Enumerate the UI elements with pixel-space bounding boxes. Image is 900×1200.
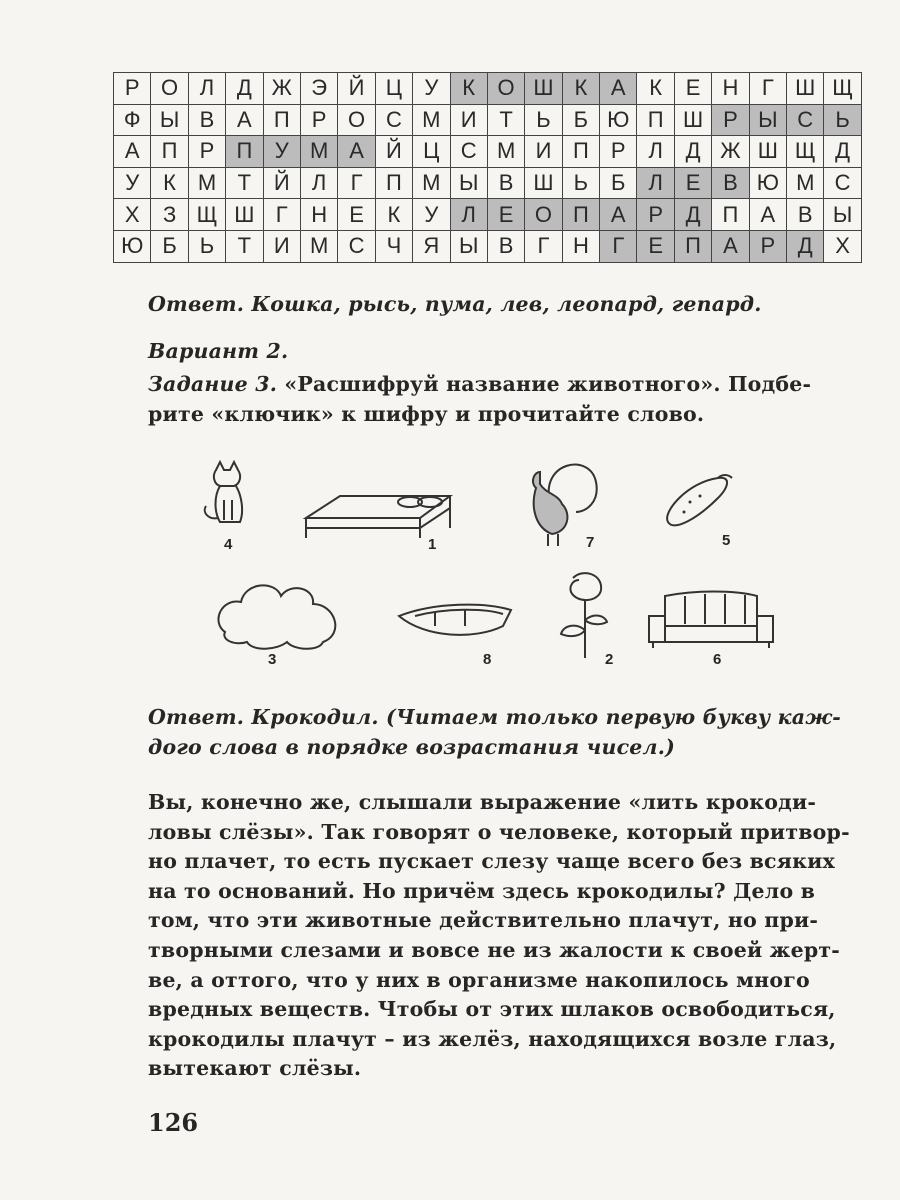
grid-cell: Ф xyxy=(114,104,151,136)
boat-icon xyxy=(395,600,515,645)
grid-row xyxy=(114,104,862,136)
grid-cell: У xyxy=(413,199,450,231)
task-title: «Расшифруй название животного». Подбе- xyxy=(277,372,812,396)
grid-cell: Д xyxy=(674,199,711,231)
cloud-icon xyxy=(215,582,350,650)
picture-number: 8 xyxy=(483,651,492,668)
grid-cell: Р xyxy=(749,230,786,262)
grid-cell: Г xyxy=(263,199,300,231)
grid-cell: А xyxy=(749,199,786,231)
grid-cell: П xyxy=(712,199,749,231)
answer-2-line-1: Ответ. Крокодил. (Читаем только первую букву каж- xyxy=(148,705,841,729)
grid-cell: П xyxy=(562,199,599,231)
grid-cell: Д xyxy=(226,73,263,105)
grid-cell: Щ xyxy=(824,73,861,105)
grid-row xyxy=(114,73,862,105)
grid-cell: К xyxy=(151,167,188,199)
grid-cell: Я xyxy=(413,230,450,262)
paragraph-line: том, что эти животные действительно плачут, но при- xyxy=(148,908,819,933)
paragraph-line: ловы слёзы». Так говорят о человеке, который притвор- xyxy=(148,819,850,844)
grid-cell: Ы xyxy=(450,167,487,199)
picture-number: 2 xyxy=(605,651,614,668)
grid-cell: Й xyxy=(263,167,300,199)
paragraph-line: вытекают слёзы. xyxy=(148,1056,362,1081)
grid-cell: Ы xyxy=(749,104,786,136)
task-line-1 xyxy=(148,372,811,396)
grid-cell: Е xyxy=(674,167,711,199)
grid-cell: Ы xyxy=(824,199,861,231)
grid-cell: Л xyxy=(637,136,674,168)
page-number: 126 xyxy=(148,1108,199,1137)
grid-cell: С xyxy=(824,167,861,199)
picture-number: 5 xyxy=(722,532,731,549)
grid-cell: З xyxy=(151,199,188,231)
grid-cell: П xyxy=(637,104,674,136)
grid-cell: Й xyxy=(338,73,375,105)
grid-cell: Л xyxy=(637,167,674,199)
grid-cell: С xyxy=(375,104,412,136)
grid-row xyxy=(114,136,862,168)
grid-cell: Ь xyxy=(188,230,225,262)
grid-cell: Н xyxy=(712,73,749,105)
paragraph-line: творными слезами и вовсе не из жалости к своей жерт- xyxy=(148,938,840,962)
grid-cell: А xyxy=(600,73,637,105)
grid-cell: И xyxy=(525,136,562,168)
paragraph-line: крокодилы плачут – из желёз, находящихся возле глаз, xyxy=(148,1026,837,1051)
grid-cell: Е xyxy=(487,199,524,231)
grid-cell: Ю xyxy=(114,230,151,262)
grid-cell: Ы xyxy=(151,104,188,136)
grid-cell: Г xyxy=(600,230,637,262)
grid-cell: Щ xyxy=(188,199,225,231)
picture-number: 7 xyxy=(586,534,595,551)
grid-cell: И xyxy=(263,230,300,262)
grid-cell: Л xyxy=(300,167,337,199)
grid-cell: П xyxy=(674,230,711,262)
grid-cell: К xyxy=(562,73,599,105)
grid-cell: П xyxy=(375,167,412,199)
grid-cell: Ж xyxy=(712,136,749,168)
grid-cell: М xyxy=(487,136,524,168)
grid-cell: М xyxy=(300,230,337,262)
grid-cell: Д xyxy=(674,136,711,168)
grid-cell: К xyxy=(637,73,674,105)
grid-cell: Л xyxy=(450,199,487,231)
grid-cell: Ч xyxy=(375,230,412,262)
grid-cell: О xyxy=(487,73,524,105)
grid-cell: А xyxy=(600,199,637,231)
variant-heading: Вариант 2. xyxy=(148,339,289,363)
grid-cell: Ц xyxy=(413,136,450,168)
grid-cell: Р xyxy=(712,104,749,136)
grid-cell: Р xyxy=(114,73,151,105)
grid-cell: Р xyxy=(300,104,337,136)
grid-cell: Д xyxy=(787,230,824,262)
grid-cell: О xyxy=(525,199,562,231)
grid-cell: Ц xyxy=(375,73,412,105)
answer-2-line-2: дого слова в порядке возрастания чисел.) xyxy=(148,735,675,759)
grid-cell: Р xyxy=(600,136,637,168)
word-search-grid xyxy=(113,72,862,263)
grid-cell: Т xyxy=(487,104,524,136)
grid-cell: Ы xyxy=(450,230,487,262)
grid-cell: Й xyxy=(375,136,412,168)
grid-cell: П xyxy=(226,136,263,168)
cat-icon xyxy=(198,460,258,530)
grid-row xyxy=(114,167,862,199)
grid-cell: Ж xyxy=(263,73,300,105)
grid-cell: П xyxy=(562,136,599,168)
grid-cell: А xyxy=(114,136,151,168)
grid-cell: У xyxy=(413,73,450,105)
paragraph-line: Вы, конечно же, слышали выражение «лить крокоди- xyxy=(148,790,817,814)
grid-cell: У xyxy=(114,167,151,199)
grid-cell: В xyxy=(188,104,225,136)
grid-cell: К xyxy=(450,73,487,105)
grid-cell: И xyxy=(450,104,487,136)
paragraph-line: вредных веществ. Чтобы от этих шлаков освободиться, xyxy=(148,997,836,1022)
grid-cell: О xyxy=(338,104,375,136)
grid-cell: В xyxy=(787,199,824,231)
grid-cell: Б xyxy=(562,104,599,136)
grid-cell: Ь xyxy=(562,167,599,199)
picture-number: 6 xyxy=(713,651,722,668)
grid-cell: А xyxy=(226,104,263,136)
grid-cell: Л xyxy=(188,73,225,105)
paragraph-line: ве, а оттого, что у них в организме накопилось много xyxy=(148,967,810,992)
answer-1: Ответ. Кошка, рысь, пума, лев, леопард, гепард. xyxy=(148,292,762,316)
grid-cell: А xyxy=(712,230,749,262)
grid-cell: Ш xyxy=(226,199,263,231)
grid-cell: В xyxy=(487,167,524,199)
grid-cell: П xyxy=(263,104,300,136)
grid-row xyxy=(114,230,862,262)
picture-number: 3 xyxy=(268,651,277,668)
grid-cell: К xyxy=(375,199,412,231)
grid-cell: С xyxy=(450,136,487,168)
grid-cell: Б xyxy=(151,230,188,262)
grid-cell: Ю xyxy=(749,167,786,199)
grid-cell: Т xyxy=(226,230,263,262)
grid-cell: О xyxy=(151,73,188,105)
rose-icon xyxy=(555,570,615,660)
grid-cell: Ю xyxy=(600,104,637,136)
task-line-2: рите «ключик» к шифру и прочитайте слово. xyxy=(148,402,705,426)
grid-row xyxy=(114,199,862,231)
grid-cell: Е xyxy=(637,230,674,262)
grid-cell: Ш xyxy=(749,136,786,168)
picture-number: 4 xyxy=(224,536,233,553)
grid-cell: Ь xyxy=(525,104,562,136)
grid-cell: Г xyxy=(525,230,562,262)
cucumber-icon xyxy=(660,472,740,532)
grid-cell: Д xyxy=(824,136,861,168)
sofa-icon xyxy=(645,590,775,652)
grid-cell: Ш xyxy=(525,73,562,105)
grid-cell: Щ xyxy=(787,136,824,168)
grid-cell: Н xyxy=(562,230,599,262)
grid-cell: Х xyxy=(824,230,861,262)
grid-cell: Г xyxy=(338,167,375,199)
paragraph-line: но плачет, то есть пускает слезу чаще всего без всяких xyxy=(148,849,835,874)
grid-cell: Ь xyxy=(824,104,861,136)
grid-cell: Г xyxy=(749,73,786,105)
grid-cell: В xyxy=(487,230,524,262)
grid-cell: А xyxy=(338,136,375,168)
task-label: Задание 3. xyxy=(148,372,278,396)
grid-cell: М xyxy=(188,167,225,199)
grid-cell: С xyxy=(338,230,375,262)
grid-cell: Е xyxy=(338,199,375,231)
grid-cell: Т xyxy=(226,167,263,199)
grid-cell: Б xyxy=(600,167,637,199)
paragraph-line: на то оснований. Но причём здесь крокодилы? Дело в xyxy=(148,878,816,903)
grid-cell: Е xyxy=(674,73,711,105)
grid-cell: У xyxy=(263,136,300,168)
picture-number: 1 xyxy=(428,536,437,553)
grid-cell: Р xyxy=(637,199,674,231)
grid-cell: Н xyxy=(300,199,337,231)
grid-cell: С xyxy=(787,104,824,136)
grid-cell: В xyxy=(712,167,749,199)
grid-cell: Р xyxy=(188,136,225,168)
grid-cell: М xyxy=(413,104,450,136)
grid-cell: Э xyxy=(300,73,337,105)
grid-cell: П xyxy=(151,136,188,168)
grid-cell: Ш xyxy=(674,104,711,136)
grid-cell: Ш xyxy=(787,73,824,105)
grid-cell: Х xyxy=(114,199,151,231)
grid-cell: М xyxy=(413,167,450,199)
grid-cell: М xyxy=(300,136,337,168)
grid-cell: М xyxy=(787,167,824,199)
grid-cell: Ш xyxy=(525,167,562,199)
